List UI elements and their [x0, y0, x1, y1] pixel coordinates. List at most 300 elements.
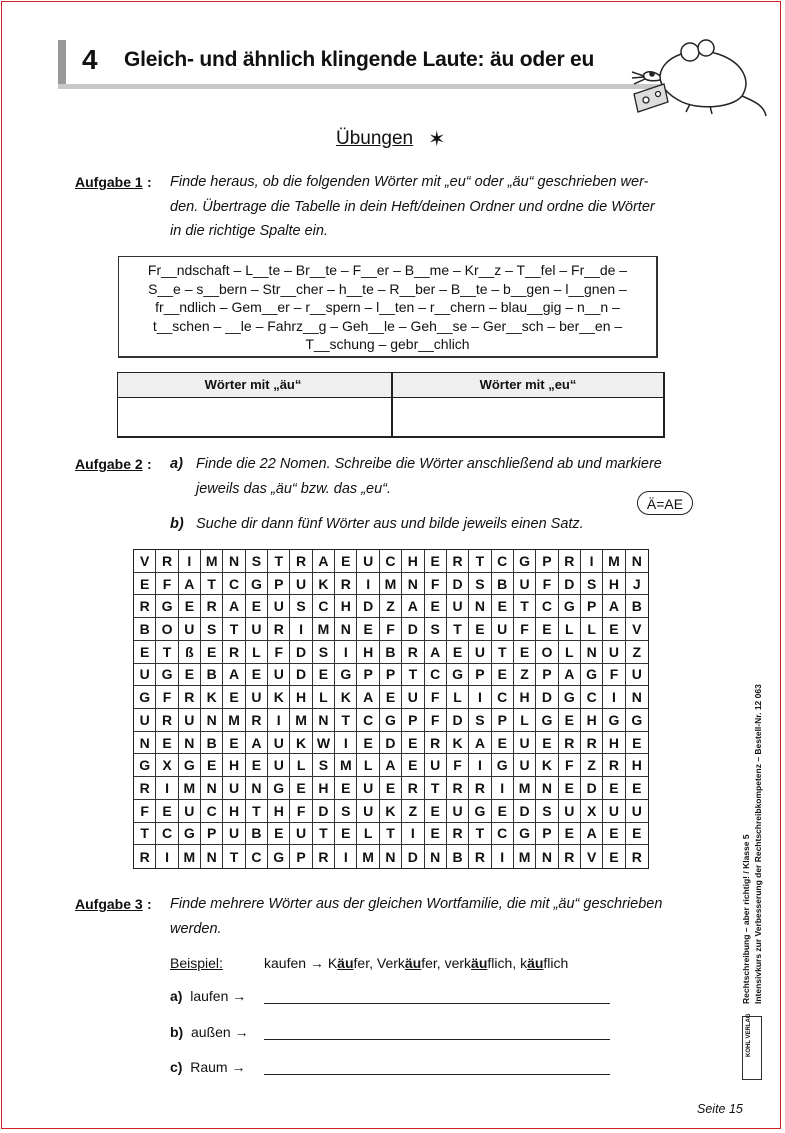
grid-cell[interactable]: G [335, 664, 357, 687]
grid-cell[interactable]: S [246, 550, 268, 573]
grid-cell[interactable]: J [626, 573, 648, 596]
grid-cell[interactable]: R [179, 686, 201, 709]
grid-cell[interactable]: R [268, 618, 290, 641]
grid-cell[interactable]: D [402, 618, 424, 641]
grid-cell[interactable]: U [559, 800, 581, 823]
grid-cell[interactable]: G [581, 664, 603, 687]
grid-cell[interactable]: G [179, 754, 201, 777]
grid-cell[interactable]: G [559, 686, 581, 709]
grid-cell[interactable]: N [380, 845, 402, 868]
grid-cell[interactable]: H [357, 641, 379, 664]
grid-cell[interactable]: D [357, 595, 379, 618]
grid-cell[interactable]: I [402, 823, 424, 846]
grid-cell[interactable]: G [134, 754, 156, 777]
grid-cell[interactable]: R [447, 823, 469, 846]
grid-cell[interactable]: N [626, 686, 648, 709]
grid-cell[interactable]: L [447, 686, 469, 709]
grid-cell[interactable]: F [268, 641, 290, 664]
grid-cell[interactable]: U [290, 823, 312, 846]
grid-cell[interactable]: C [536, 595, 558, 618]
grid-cell[interactable]: Z [380, 595, 402, 618]
grid-cell[interactable]: E [425, 595, 447, 618]
grid-cell[interactable]: U [290, 573, 312, 596]
grid-cell[interactable]: B [201, 732, 223, 755]
grid-cell[interactable]: E [357, 618, 379, 641]
grid-cell[interactable]: E [201, 641, 223, 664]
grid-cell[interactable]: E [335, 550, 357, 573]
grid-cell[interactable]: R [313, 845, 335, 868]
grid-cell[interactable]: F [156, 573, 178, 596]
grid-cell[interactable]: F [134, 800, 156, 823]
grid-cell[interactable]: A [469, 732, 491, 755]
grid-cell[interactable]: T [380, 823, 402, 846]
grid-cell[interactable]: E [402, 754, 424, 777]
grid-cell[interactable]: T [223, 845, 245, 868]
grid-cell[interactable]: U [223, 777, 245, 800]
grid-cell[interactable]: I [469, 754, 491, 777]
grid-cell[interactable]: H [603, 573, 625, 596]
grid-cell[interactable]: N [626, 550, 648, 573]
grid-cell[interactable]: I [335, 732, 357, 755]
grid-cell[interactable]: P [581, 595, 603, 618]
grid-cell[interactable]: N [425, 845, 447, 868]
grid-cell[interactable]: A [559, 664, 581, 687]
grid-cell[interactable]: G [536, 709, 558, 732]
grid-cell[interactable]: K [380, 800, 402, 823]
grid-cell[interactable]: P [536, 664, 558, 687]
grid-cell[interactable]: S [313, 754, 335, 777]
grid-cell[interactable]: E [603, 845, 625, 868]
grid-cell[interactable]: F [447, 754, 469, 777]
grid-cell[interactable]: L [581, 618, 603, 641]
grid-cell[interactable]: M [179, 777, 201, 800]
grid-cell[interactable]: I [469, 686, 491, 709]
grid-cell[interactable]: B [246, 823, 268, 846]
grid-cell[interactable]: V [134, 550, 156, 573]
grid-cell[interactable]: E [313, 664, 335, 687]
grid-cell[interactable]: G [179, 823, 201, 846]
grid-cell[interactable]: R [581, 732, 603, 755]
grid-cell[interactable]: T [447, 618, 469, 641]
grid-cell[interactable]: M [201, 550, 223, 573]
grid-cell[interactable]: F [603, 664, 625, 687]
grid-cell[interactable]: T [402, 664, 424, 687]
grid-cell[interactable]: T [223, 618, 245, 641]
grid-cell[interactable]: S [313, 641, 335, 664]
grid-cell[interactable]: H [313, 777, 335, 800]
grid-cell[interactable]: S [469, 709, 491, 732]
grid-cell[interactable]: E [447, 641, 469, 664]
grid-cell[interactable]: C [492, 686, 514, 709]
grid-cell[interactable]: M [223, 709, 245, 732]
grid-cell[interactable]: I [268, 709, 290, 732]
grid-cell[interactable]: F [559, 754, 581, 777]
grid-cell[interactable]: N [313, 709, 335, 732]
grid-cell[interactable]: I [290, 618, 312, 641]
grid-cell[interactable]: C [380, 550, 402, 573]
grid-cell[interactable]: T [134, 823, 156, 846]
grid-cell[interactable]: R [469, 845, 491, 868]
grid-cell[interactable]: E [335, 823, 357, 846]
grid-cell[interactable]: M [380, 573, 402, 596]
grid-cell[interactable]: U [357, 550, 379, 573]
grid-cell[interactable]: E [335, 777, 357, 800]
grid-cell[interactable]: R [223, 641, 245, 664]
grid-cell[interactable]: U [179, 709, 201, 732]
grid-cell[interactable]: A [581, 823, 603, 846]
grid-cell[interactable]: I [357, 573, 379, 596]
grid-cell[interactable]: G [559, 595, 581, 618]
grid-cell[interactable]: N [201, 709, 223, 732]
grid-cell[interactable]: E [536, 618, 558, 641]
grid-cell[interactable]: G [268, 845, 290, 868]
grid-cell[interactable]: E [357, 732, 379, 755]
grid-cell[interactable]: E [626, 732, 648, 755]
grid-cell[interactable]: U [268, 595, 290, 618]
grid-cell[interactable]: E [603, 777, 625, 800]
grid-cell[interactable]: G [492, 754, 514, 777]
grid-cell[interactable]: U [246, 618, 268, 641]
grid-cell[interactable]: L [290, 754, 312, 777]
grid-cell[interactable]: H [514, 686, 536, 709]
grid-cell[interactable]: G [514, 550, 536, 573]
grid-cell[interactable]: U [514, 573, 536, 596]
grid-cell[interactable]: E [156, 732, 178, 755]
grid-cell[interactable]: X [581, 800, 603, 823]
grid-cell[interactable]: N [335, 618, 357, 641]
answer-line-a[interactable] [264, 1003, 610, 1004]
answer-line-b[interactable] [264, 1039, 610, 1040]
grid-cell[interactable]: E [514, 641, 536, 664]
grid-cell[interactable]: G [469, 800, 491, 823]
grid-cell[interactable]: I [492, 845, 514, 868]
grid-cell[interactable]: V [581, 845, 603, 868]
grid-cell[interactable]: E [223, 732, 245, 755]
grid-cell[interactable]: P [201, 823, 223, 846]
grid-cell[interactable]: G [134, 686, 156, 709]
grid-cell[interactable]: G [514, 823, 536, 846]
grid-cell[interactable]: D [402, 845, 424, 868]
grid-cell[interactable]: T [268, 550, 290, 573]
grid-cell[interactable]: F [425, 573, 447, 596]
grid-cell[interactable]: E [603, 823, 625, 846]
grid-cell[interactable]: ß [179, 641, 201, 664]
grid-cell[interactable]: D [380, 732, 402, 755]
grid-cell[interactable]: S [290, 595, 312, 618]
grid-cell[interactable]: N [246, 777, 268, 800]
grid-cell[interactable]: T [156, 641, 178, 664]
grid-cell[interactable]: U [268, 754, 290, 777]
grid-cell[interactable]: G [603, 709, 625, 732]
grid-cell[interactable]: U [134, 709, 156, 732]
grid-cell[interactable]: R [469, 777, 491, 800]
grid-cell[interactable]: N [536, 845, 558, 868]
grid-cell[interactable]: L [246, 641, 268, 664]
grid-cell[interactable]: C [425, 664, 447, 687]
grid-cell[interactable]: N [201, 845, 223, 868]
grid-cell[interactable]: N [223, 550, 245, 573]
grid-cell[interactable]: R [290, 550, 312, 573]
grid-cell[interactable]: B [492, 573, 514, 596]
grid-cell[interactable]: B [201, 664, 223, 687]
grid-cell[interactable]: T [492, 641, 514, 664]
grid-cell[interactable]: R [559, 550, 581, 573]
grid-cell[interactable]: E [492, 732, 514, 755]
grid-cell[interactable]: S [469, 573, 491, 596]
grid-cell[interactable]: U [357, 800, 379, 823]
grid-cell[interactable]: E [492, 595, 514, 618]
grid-cell[interactable]: I [603, 686, 625, 709]
grid-cell[interactable]: K [268, 686, 290, 709]
grid-cell[interactable]: C [313, 595, 335, 618]
grid-cell[interactable]: U [514, 732, 536, 755]
grid-cell[interactable]: H [223, 800, 245, 823]
grid-cell[interactable]: F [514, 618, 536, 641]
grid-cell[interactable]: G [447, 664, 469, 687]
grid-cell[interactable]: C [246, 845, 268, 868]
grid-cell[interactable]: G [268, 777, 290, 800]
grid-cell[interactable]: E [559, 777, 581, 800]
grid-cell[interactable]: E [559, 709, 581, 732]
grid-cell[interactable]: E [380, 777, 402, 800]
grid-cell[interactable]: R [201, 595, 223, 618]
grid-cell[interactable]: E [425, 800, 447, 823]
grid-cell[interactable]: E [402, 732, 424, 755]
grid-cell[interactable]: N [179, 732, 201, 755]
grid-cell[interactable]: C [492, 823, 514, 846]
grid-cell[interactable]: U [268, 664, 290, 687]
grid-cell[interactable]: R [134, 777, 156, 800]
grid-cell[interactable]: L [357, 754, 379, 777]
grid-cell[interactable]: U [179, 800, 201, 823]
grid-cell[interactable]: B [447, 845, 469, 868]
grid-cell[interactable]: U [469, 641, 491, 664]
grid-cell[interactable]: E [246, 664, 268, 687]
grid-cell[interactable]: M [290, 709, 312, 732]
grid-cell[interactable]: D [447, 573, 469, 596]
grid-cell[interactable]: D [514, 800, 536, 823]
grid-cell[interactable]: G [380, 709, 402, 732]
grid-cell[interactable]: A [603, 595, 625, 618]
grid-cell[interactable]: E [246, 595, 268, 618]
grid-cell[interactable]: R [156, 709, 178, 732]
grid-cell[interactable]: F [380, 618, 402, 641]
grid-cell[interactable]: I [179, 550, 201, 573]
grid-cell[interactable]: R [134, 595, 156, 618]
grid-cell[interactable]: P [536, 823, 558, 846]
grid-cell[interactable]: H [402, 550, 424, 573]
grid-cell[interactable]: U [603, 641, 625, 664]
grid-cell[interactable]: U [246, 686, 268, 709]
grid-cell[interactable]: U [626, 800, 648, 823]
grid-cell[interactable]: O [156, 618, 178, 641]
grid-cell[interactable]: R [335, 573, 357, 596]
grid-cell[interactable]: B [134, 618, 156, 641]
grid-cell[interactable]: G [246, 573, 268, 596]
grid-cell[interactable]: H [603, 732, 625, 755]
grid-cell[interactable]: U [514, 754, 536, 777]
grid-cell[interactable]: I [581, 550, 603, 573]
grid-cell[interactable]: A [179, 573, 201, 596]
grid-cell[interactable]: G [156, 595, 178, 618]
grid-cell[interactable]: T [246, 800, 268, 823]
grid-cell[interactable]: S [425, 618, 447, 641]
grid-cell[interactable]: P [380, 664, 402, 687]
grid-cell[interactable]: A [223, 595, 245, 618]
grid-cell[interactable]: P [536, 550, 558, 573]
grid-cell[interactable]: U [626, 664, 648, 687]
grid-cell[interactable]: K [447, 732, 469, 755]
grid-cell[interactable]: D [447, 709, 469, 732]
grid-cell[interactable]: S [581, 573, 603, 596]
grid-cell[interactable]: H [335, 595, 357, 618]
grid-cell[interactable]: M [514, 845, 536, 868]
grid-cell[interactable]: H [223, 754, 245, 777]
grid-cell[interactable]: G [626, 709, 648, 732]
grid-cell[interactable]: E [134, 573, 156, 596]
grid-cell[interactable]: E [626, 777, 648, 800]
grid-cell[interactable]: N [201, 777, 223, 800]
grid-cell[interactable]: E [290, 777, 312, 800]
grid-cell[interactable]: R [402, 777, 424, 800]
grid-cell[interactable]: P [492, 709, 514, 732]
grid-cell[interactable]: C [581, 686, 603, 709]
grid-cell[interactable]: E [268, 823, 290, 846]
grid-cell[interactable]: R [559, 732, 581, 755]
grid-cell[interactable]: C [201, 800, 223, 823]
grid-cell[interactable]: Z [514, 664, 536, 687]
grid-cell[interactable]: K [313, 573, 335, 596]
grid-cell[interactable]: H [268, 800, 290, 823]
grid-cell[interactable]: Z [626, 641, 648, 664]
grid-cell[interactable]: L [559, 641, 581, 664]
grid-cell[interactable]: E [425, 823, 447, 846]
grid-cell[interactable]: U [447, 595, 469, 618]
grid-cell[interactable]: E [492, 800, 514, 823]
grid-cell[interactable]: U [425, 754, 447, 777]
grid-cell[interactable]: S [335, 800, 357, 823]
grid-cell[interactable]: T [335, 709, 357, 732]
grid-cell[interactable]: K [201, 686, 223, 709]
grid-cell[interactable]: C [357, 709, 379, 732]
grid-cell[interactable]: U [603, 800, 625, 823]
grid-cell[interactable]: F [536, 573, 558, 596]
grid-cell[interactable]: U [447, 800, 469, 823]
grid-cell[interactable]: A [425, 641, 447, 664]
grid-cell[interactable]: E [156, 800, 178, 823]
grid-cell[interactable]: T [514, 595, 536, 618]
grid-cell[interactable]: B [380, 641, 402, 664]
grid-cell[interactable]: E [536, 732, 558, 755]
grid-cell[interactable]: F [425, 686, 447, 709]
grid-cell[interactable]: E [380, 686, 402, 709]
grid-cell[interactable]: E [603, 618, 625, 641]
grid-cell[interactable]: X [156, 754, 178, 777]
grid-cell[interactable]: F [290, 800, 312, 823]
grid-cell[interactable]: U [223, 823, 245, 846]
grid-cell[interactable]: D [559, 573, 581, 596]
grid-cell[interactable]: S [536, 800, 558, 823]
grid-cell[interactable]: M [357, 845, 379, 868]
grid-cell[interactable]: K [335, 686, 357, 709]
grid-cell[interactable]: U [357, 777, 379, 800]
grid-cell[interactable]: R [559, 845, 581, 868]
grid-cell[interactable]: F [156, 686, 178, 709]
grid-cell[interactable]: E [134, 641, 156, 664]
grid-cell[interactable]: E [626, 823, 648, 846]
grid-cell[interactable]: L [559, 618, 581, 641]
grid-cell[interactable]: A [246, 732, 268, 755]
grid-cell[interactable]: L [313, 686, 335, 709]
grid-cell[interactable]: D [290, 664, 312, 687]
grid-cell[interactable]: R [134, 845, 156, 868]
grid-cell[interactable]: N [402, 573, 424, 596]
grid-cell[interactable]: N [581, 641, 603, 664]
grid-cell[interactable]: D [313, 800, 335, 823]
grid-cell[interactable]: P [469, 664, 491, 687]
grid-cell[interactable]: R [447, 550, 469, 573]
grid-cell[interactable]: Z [581, 754, 603, 777]
grid-cell[interactable]: M [335, 754, 357, 777]
grid-cell[interactable]: R [246, 709, 268, 732]
grid-cell[interactable]: A [380, 754, 402, 777]
grid-cell[interactable]: E [179, 664, 201, 687]
grid-cell[interactable]: L [357, 823, 379, 846]
grid-cell[interactable]: A [357, 686, 379, 709]
grid-cell[interactable]: F [425, 709, 447, 732]
grid-cell[interactable]: N [536, 777, 558, 800]
grid-cell[interactable]: E [469, 618, 491, 641]
grid-cell[interactable]: E [425, 550, 447, 573]
grid-cell[interactable]: L [514, 709, 536, 732]
grid-cell[interactable]: D [581, 777, 603, 800]
grid-cell[interactable]: R [631, 848, 642, 865]
grid-cell[interactable]: M [514, 777, 536, 800]
grid-cell[interactable]: U [134, 664, 156, 687]
grid-cell[interactable]: U [268, 732, 290, 755]
grid-cell[interactable]: D [290, 641, 312, 664]
grid-cell[interactable]: C [156, 823, 178, 846]
grid-cell[interactable]: A [402, 595, 424, 618]
grid-cell[interactable]: M [179, 845, 201, 868]
grid-cell[interactable]: R [603, 754, 625, 777]
grid-cell[interactable]: E [201, 754, 223, 777]
grid-cell[interactable]: E [559, 823, 581, 846]
grid-cell[interactable]: U [402, 686, 424, 709]
grid-cell[interactable]: I [492, 777, 514, 800]
grid-cell[interactable]: B [626, 595, 648, 618]
grid-cell[interactable]: E [223, 686, 245, 709]
grid-cell[interactable]: S [201, 618, 223, 641]
grid-cell[interactable]: R [447, 777, 469, 800]
grid-cell[interactable]: I [335, 845, 357, 868]
grid-cell[interactable]: P [357, 664, 379, 687]
grid-cell[interactable]: U [492, 618, 514, 641]
grid-cell[interactable]: C [223, 573, 245, 596]
grid-cell[interactable]: E [179, 595, 201, 618]
grid-cell[interactable]: P [290, 845, 312, 868]
grid-cell[interactable]: I [335, 641, 357, 664]
grid-cell[interactable]: R [156, 550, 178, 573]
grid-cell[interactable]: A [313, 550, 335, 573]
grid-cell[interactable]: T [313, 823, 335, 846]
grid-cell[interactable]: A [223, 664, 245, 687]
grid-cell[interactable]: T [201, 573, 223, 596]
grid-cell[interactable]: P [268, 573, 290, 596]
grid-cell[interactable]: K [536, 754, 558, 777]
grid-cell[interactable]: H [581, 709, 603, 732]
grid-cell[interactable]: T [469, 823, 491, 846]
